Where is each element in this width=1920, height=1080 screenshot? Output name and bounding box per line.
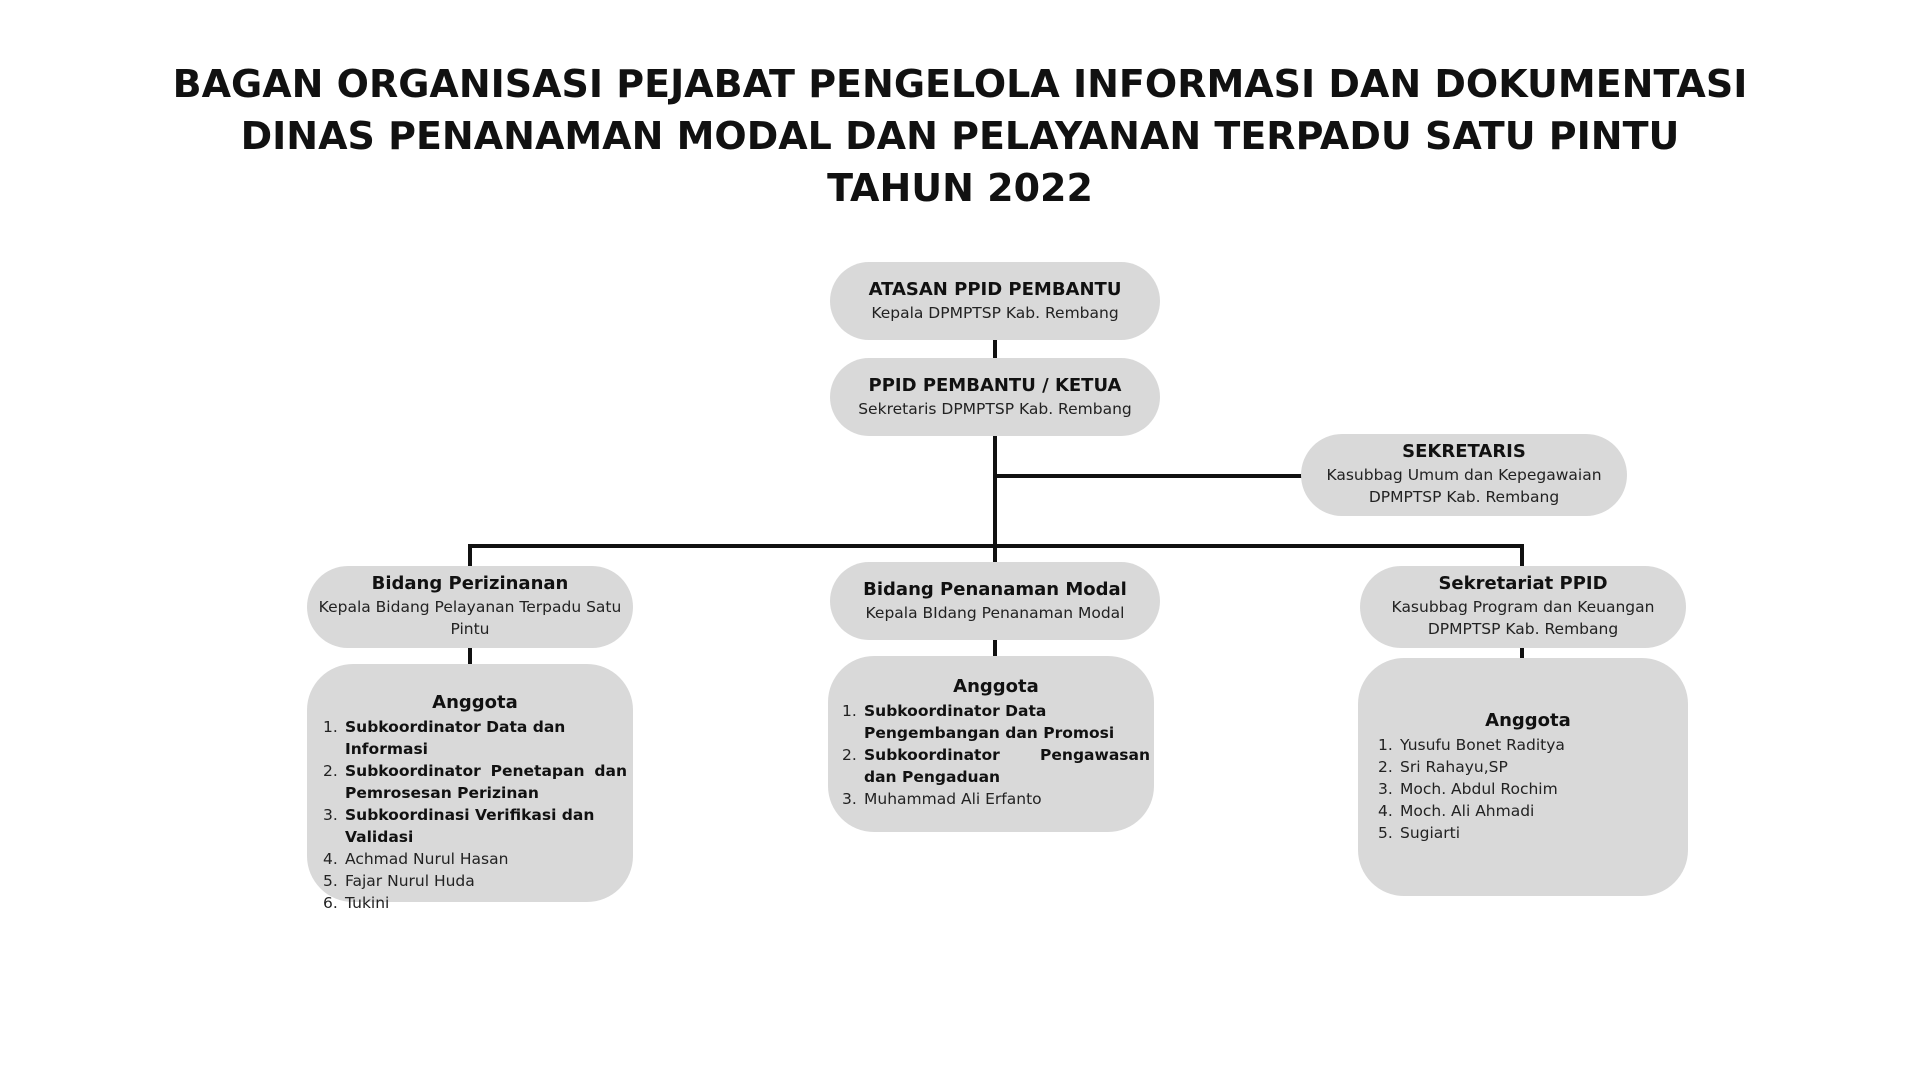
node-sekretaris bbox=[1301, 434, 1627, 516]
node-subtitle-line-1: Kepala Bidang Pelayanan Terpadu Satu bbox=[318, 598, 622, 616]
node-heading: ATASAN PPID PEMBANTU bbox=[868, 279, 1122, 300]
list-item bbox=[323, 716, 627, 760]
chart-title-line-3: TAHUN 2022 bbox=[827, 166, 1093, 210]
node-subtitle-line-1: Kasubbag Umum dan Kepegawaian bbox=[1326, 466, 1602, 484]
members-list bbox=[1378, 734, 1678, 844]
list-number: 2. bbox=[323, 762, 338, 780]
members-list bbox=[842, 700, 1150, 810]
list-number: 1. bbox=[1378, 736, 1393, 754]
members-list bbox=[323, 716, 627, 914]
list-number: 4. bbox=[1378, 802, 1393, 820]
node-bidang-perizinanan bbox=[307, 566, 633, 648]
node-subtitle-line-2: Pintu bbox=[450, 620, 490, 638]
list-number: 1. bbox=[323, 718, 338, 736]
chart-title bbox=[0, 58, 1920, 214]
list-text: Tukini bbox=[345, 894, 390, 912]
list-text: Muhammad Ali Erfanto bbox=[864, 790, 1042, 808]
list-text: Subkoordinasi Verifikasi dan Validasi bbox=[345, 806, 595, 846]
chart-title-line-1: BAGAN ORGANISASI PEJABAT PENGELOLA INFORMASI DAN DOKUMENTASI bbox=[172, 62, 1748, 106]
node-heading: SEKRETARIS bbox=[1402, 441, 1526, 462]
list-number: 1. bbox=[842, 702, 857, 720]
list-text: Sugiarti bbox=[1400, 824, 1461, 842]
members-sekretariat-ppid bbox=[1358, 658, 1688, 896]
list-text: Yusufu Bonet Raditya bbox=[1400, 736, 1565, 754]
node-subtitle-line-2: DPMPTSP Kab. Rembang bbox=[1368, 488, 1560, 506]
list-text: Subkoordinator Pengawasan dan Pengaduan bbox=[864, 746, 1150, 786]
connector-ketua-trunk bbox=[993, 434, 997, 548]
node-atasan-ppid-pembantu bbox=[830, 262, 1160, 340]
node-subtitle: Kepala DPMPTSP Kab. Rembang bbox=[871, 304, 1119, 322]
list-item bbox=[842, 700, 1150, 744]
list-number: 6. bbox=[323, 894, 338, 912]
chart-title-line-2: DINAS PENANAMAN MODAL DAN PELAYANAN TERPADU SATU PINTU bbox=[240, 114, 1680, 158]
list-text: Moch. Abdul Rochim bbox=[1400, 780, 1558, 798]
list-number: 3. bbox=[323, 806, 338, 824]
list-text: Moch. Ali Ahmadi bbox=[1400, 802, 1535, 820]
node-subtitle-line-1: Kasubbag Program dan Keuangan bbox=[1391, 598, 1655, 616]
list-number: 2. bbox=[1378, 758, 1393, 776]
list-item bbox=[323, 870, 627, 892]
node-heading: Bidang Penanaman Modal bbox=[863, 579, 1127, 600]
list-item bbox=[323, 804, 627, 848]
list-text: Subkoordinator Data dan Informasi bbox=[345, 718, 566, 758]
members-heading: Anggota bbox=[953, 676, 1039, 697]
members-heading: Anggota bbox=[432, 692, 518, 713]
list-number: 3. bbox=[1378, 780, 1393, 798]
list-text: Achmad Nurul Hasan bbox=[345, 850, 509, 868]
list-item bbox=[1378, 800, 1678, 822]
list-item bbox=[1378, 822, 1678, 844]
list-item bbox=[323, 760, 627, 804]
members-perizinanan bbox=[307, 664, 633, 912]
node-ppid-pembantu-ketua bbox=[830, 358, 1160, 436]
list-number: 3. bbox=[842, 790, 857, 808]
list-text: Fajar Nurul Huda bbox=[345, 872, 475, 890]
node-subtitle-line-2: DPMPTSP Kab. Rembang bbox=[1427, 620, 1619, 638]
node-heading: Sekretariat PPID bbox=[1438, 573, 1608, 594]
list-item bbox=[323, 892, 627, 914]
list-text: Sri Rahayu,SP bbox=[1400, 758, 1508, 776]
members-penanaman-modal bbox=[828, 656, 1154, 832]
list-number: 2. bbox=[842, 746, 857, 764]
node-sekretariat-ppid bbox=[1360, 566, 1686, 648]
members-heading: Anggota bbox=[1485, 710, 1571, 731]
node-heading: PPID PEMBANTU / KETUA bbox=[868, 375, 1122, 396]
list-number: 5. bbox=[323, 872, 338, 890]
node-subtitle: Sekretaris DPMPTSP Kab. Rembang bbox=[858, 400, 1132, 418]
list-item bbox=[1378, 756, 1678, 778]
list-text: Subkoordinator Data Pengembangan dan Promosi bbox=[864, 702, 1115, 742]
node-heading: Bidang Perizinanan bbox=[371, 573, 569, 594]
list-number: 4. bbox=[323, 850, 338, 868]
list-item bbox=[842, 744, 1150, 788]
list-item bbox=[1378, 778, 1678, 800]
list-item bbox=[323, 848, 627, 870]
list-item bbox=[1378, 734, 1678, 756]
list-text: Subkoordinator Penetapan dan Pemrosesan Perizinan bbox=[345, 762, 627, 802]
list-item bbox=[842, 788, 1150, 810]
node-bidang-penanaman-modal bbox=[830, 562, 1160, 640]
connector-sekretaris-branch bbox=[993, 474, 1311, 478]
list-number: 5. bbox=[1378, 824, 1393, 842]
node-subtitle: Kepala BIdang Penanaman Modal bbox=[865, 604, 1125, 622]
